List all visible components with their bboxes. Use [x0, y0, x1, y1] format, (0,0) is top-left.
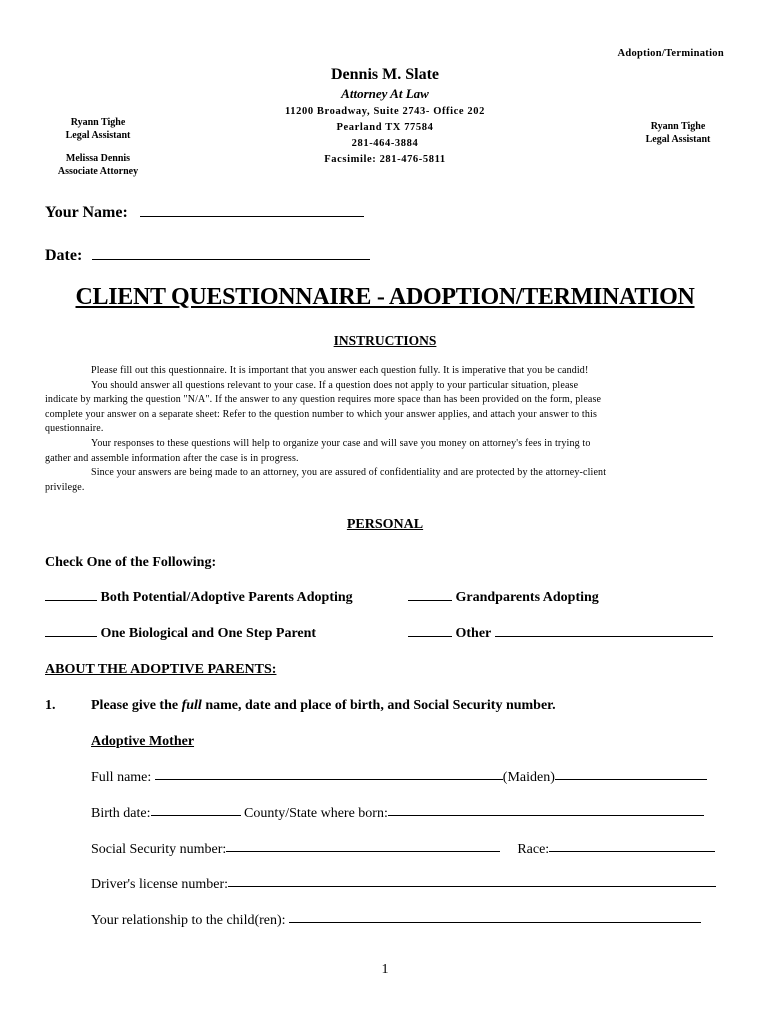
adoptive-parents-heading: ABOUT THE ADOPTIVE PARENTS:: [45, 662, 277, 677]
document-tag: Adoption/Termination: [617, 48, 724, 59]
client-date-row: [45, 247, 370, 265]
option-label: Other: [455, 626, 492, 641]
license-row: [91, 877, 716, 893]
personal-heading: PERSONAL: [346, 517, 424, 532]
instr-p1: Please fill out this questionnaire. It is important that you answer each question fully. It is imperative that you be candid!: [91, 365, 589, 376]
option-label: Grandparents Adopting: [455, 590, 599, 605]
race-label: Race:: [517, 842, 550, 857]
phone-number: 281-464-3884: [351, 138, 419, 149]
maiden-name-field[interactable]: [555, 778, 707, 780]
other-specify-field[interactable]: [495, 635, 713, 637]
q1-emphasis: full: [181, 698, 202, 713]
client-name-label: Your Name:: [45, 204, 128, 221]
address-line-2: Pearland TX 77584: [336, 122, 434, 133]
relationship-field[interactable]: [289, 921, 701, 923]
instr-p2c: complete your answer on a separate sheet: Refer to the question number to which your answer applies, and attach your answer to this: [45, 408, 597, 420]
attorney-name: Dennis M. Slate: [331, 66, 439, 83]
staff-role: Legal Assistant: [645, 134, 711, 145]
staff-name: Melissa Dennis: [65, 153, 131, 164]
option-blank[interactable]: [45, 635, 97, 637]
birth-date-field[interactable]: [151, 814, 241, 816]
license-label: Driver's license number:: [91, 877, 229, 892]
ssn-label: Social Security number:: [91, 842, 227, 857]
instr-p2d: questionnaire.: [45, 423, 104, 435]
option-blank[interactable]: [408, 635, 452, 637]
instr-p2b: indicate by marking the question "N/A". If the answer to any question requires more space than has been provided on the form, please: [45, 394, 602, 406]
option-blank[interactable]: [408, 599, 452, 601]
race-field[interactable]: [549, 850, 715, 852]
client-date-label: Date:: [45, 247, 83, 264]
relationship-row: [91, 913, 701, 929]
option-label: Both Potential/Adoptive Parents Adopting: [100, 590, 353, 605]
page-number: 1: [381, 962, 389, 977]
relationship-label: Your relationship to the child(ren):: [91, 913, 286, 928]
instructions-heading: INSTRUCTIONS: [333, 333, 437, 348]
option-step-parent[interactable]: [45, 626, 316, 642]
question-1-text: [91, 698, 556, 714]
ssn-row: [91, 842, 715, 858]
county-state-label: County/State where born:: [244, 806, 388, 821]
attorney-title: Attorney At Law: [341, 86, 429, 101]
question-1-number: 1.: [45, 698, 56, 713]
adoptive-mother-heading: Adoptive Mother: [91, 734, 195, 749]
option-grandparents[interactable]: [408, 590, 599, 606]
instr-p3b: gather and assemble information after the case is in progress.: [45, 452, 299, 464]
page-title: CLIENT QUESTIONNAIRE - ADOPTION/TERMINATION: [75, 284, 695, 310]
left-staff-2: [48, 152, 148, 178]
right-staff-1: [628, 120, 728, 146]
birth-row: [91, 806, 704, 822]
option-both-parents[interactable]: [45, 590, 353, 606]
check-one-label: Check One of the Following:: [45, 555, 217, 570]
staff-role: Legal Assistant: [65, 130, 131, 141]
option-label: One Biological and One Step Parent: [100, 626, 317, 641]
option-blank[interactable]: [45, 599, 97, 601]
fax-number: Facsimile: 281-476-5811: [324, 154, 446, 165]
instr-p3a: Your responses to these questions will help to organize your case and will save you money on attorney's fees in trying to: [91, 437, 591, 449]
full-name-field[interactable]: [155, 778, 503, 780]
ssn-field[interactable]: [226, 850, 500, 852]
address-line-1: 11200 Broadway, Suite 2743- Office 202: [285, 106, 485, 117]
county-state-field[interactable]: [388, 814, 704, 816]
maiden-label: (Maiden): [502, 770, 555, 785]
staff-role: Associate Attorney: [57, 166, 139, 177]
q1-post: name, date and place of birth, and Social Security number.: [201, 698, 556, 713]
staff-name: Ryann Tighe: [70, 117, 126, 128]
q1-pre: Please give the: [91, 698, 182, 713]
instr-p2a: You should answer all questions relevant to your case. If a question does not apply to your particular situation, please: [91, 379, 579, 391]
client-name-field[interactable]: [140, 215, 364, 217]
client-name-row: [45, 204, 364, 222]
option-other[interactable]: [408, 626, 713, 642]
birth-date-label: Birth date:: [91, 806, 151, 821]
client-date-field[interactable]: [92, 258, 370, 260]
instructions-body: [45, 364, 725, 495]
full-name-row: [91, 770, 707, 786]
staff-name: Ryann Tighe: [650, 121, 706, 132]
left-staff-1: [48, 116, 148, 142]
instr-p4b: privilege.: [45, 481, 85, 493]
instr-p4a: Since your answers are being made to an attorney, you are assured of confidentiality and are protected by the attorney-client: [91, 467, 607, 479]
full-name-label: Full name:: [91, 770, 152, 785]
license-field[interactable]: [228, 885, 716, 887]
